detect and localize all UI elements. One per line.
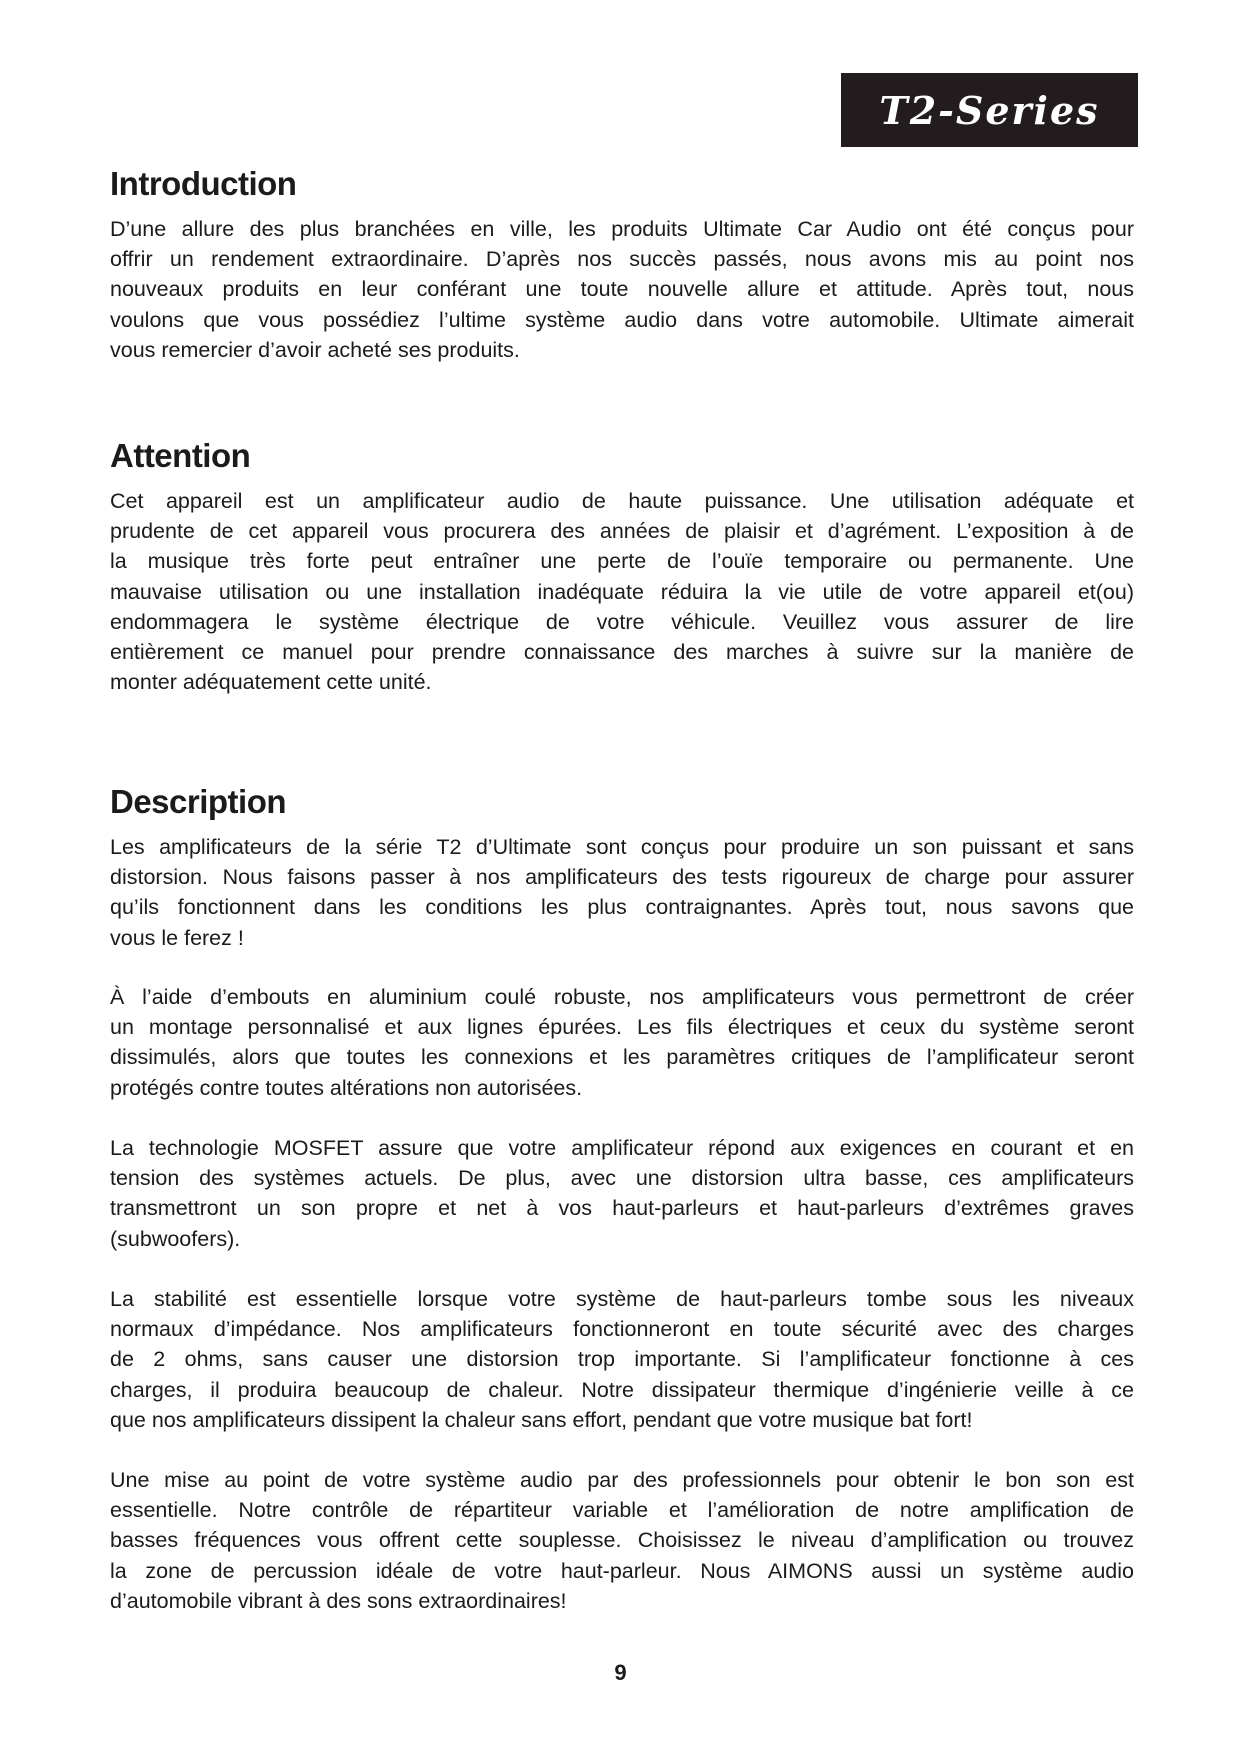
series-badge-text: T2-Series — [879, 87, 1100, 133]
text-line: mauvaise utilisation ou une installation inadéquate réduira la vie utile de votre appareil et(ou) — [110, 579, 1134, 604]
text-line: qu’ils fonctionnent dans les conditions les plus contraignantes. Après tout, nous savons que — [110, 895, 1134, 920]
text-line: nouveaux produits en leur conférant une toute nouvelle allure et attitude. Après tout, nous — [110, 277, 1134, 302]
paragraph — [110, 832, 1134, 953]
text-line: normaux d’impédance. Nos amplificateurs fonctionneront en toute sécurité avec des charges — [110, 1317, 1134, 1342]
text-line: d’automobile vibrant à des sons extraordinaires! — [110, 1588, 567, 1613]
text-line: transmettront un son propre et net à vos haut-parleurs et haut-parleurs d’extrêmes graves — [110, 1196, 1134, 1221]
text-line: entièrement ce manuel pour prendre connaissance des marches à suivre sur la manière de — [110, 639, 1134, 664]
section-attention — [110, 434, 1134, 695]
text-line: endommagera le système électrique de votre véhicule. Veuillez vous assurer de lire — [110, 609, 1134, 634]
text-line: vous remercier d’avoir acheté ses produits. — [110, 337, 520, 362]
paragraph — [110, 1133, 1134, 1254]
text-line: D’une allure des plus branchées en ville, les produits Ultimate Car Audio ont été conçus pour — [110, 217, 1134, 241]
text-line: prudente de cet appareil vous procurera des années de plaisir et d’agrément. L’exposition à de — [110, 519, 1134, 544]
text-line: offrir un rendement extraordinaire. D’après nos succès passés, nous avons mis au point nos — [110, 247, 1134, 272]
section-description — [110, 780, 1134, 1613]
paragraph — [110, 214, 1134, 365]
text-line: Cet appareil est un amplificateur audio de haute puissance. Une utilisation adéquate et — [110, 489, 1134, 513]
text-line: vous le ferez ! — [110, 925, 244, 950]
text-line: (subwoofers). — [110, 1226, 241, 1251]
text-line: À l’aide d’embouts en aluminium coulé robuste, nos amplificateurs vous permettront de créer — [110, 985, 1134, 1009]
text-line: la musique très forte peut entraîner une perte de l’ouïe temporaire ou permanente. Une — [110, 549, 1134, 574]
text-line: dissimulés, alors que toutes les connexions et les paramètres critiques de l’amplificateur seront — [110, 1045, 1134, 1070]
text-line: que nos amplificateurs dissipent la chaleur sans effort, pendant que votre musique bat fort! — [110, 1407, 973, 1432]
section-introduction — [110, 162, 1134, 362]
text-line: protégés contre toutes altérations non autorisées. — [110, 1075, 583, 1100]
series-badge — [841, 73, 1138, 147]
section-heading: Attention — [110, 437, 251, 474]
paragraph — [110, 1284, 1134, 1435]
text-line: La technologie MOSFET assure que votre amplificateur répond aux exigences en courant et en — [110, 1136, 1134, 1160]
text-line: un montage personnalisé et aux lignes épurées. Les fils électriques et ceux du système seront — [110, 1015, 1134, 1040]
section-heading: Introduction — [110, 165, 297, 202]
paragraph — [110, 982, 1134, 1103]
text-line: monter adéquatement cette unité. — [110, 670, 432, 695]
paragraph — [110, 1465, 1134, 1616]
text-line: distorsion. Nous faisons passer à nos amplificateurs des tests rigoureux de charge pour assurer — [110, 865, 1134, 890]
text-line: Une mise au point de votre système audio par des professionnels pour obtenir le bon son est — [110, 1468, 1134, 1492]
text-line: de 2 ohms, sans causer une distorsion trop importante. Si l’amplificateur fonctionne à ces — [110, 1347, 1134, 1372]
paragraph — [110, 486, 1134, 697]
page-number: 9 — [614, 1660, 627, 1685]
text-line: la zone de percussion idéale de votre haut-parleur. Nous AIMONS aussi un système audio — [110, 1558, 1134, 1583]
text-line: tension des systèmes actuels. De plus, avec une distorsion ultra basse, ces amplificateurs — [110, 1166, 1134, 1191]
text-line: essentielle. Notre contrôle de répartiteur variable et l’amélioration de notre amplification de — [110, 1498, 1134, 1523]
section-heading: Description — [110, 783, 287, 820]
text-line: charges, il produira beaucoup de chaleur. Notre dissipateur thermique d’ingénierie veille à ce — [110, 1377, 1134, 1402]
text-line: La stabilité est essentielle lorsque votre système de haut-parleurs tombe sous les niveaux — [110, 1287, 1134, 1311]
text-line: basses fréquences vous offrent cette souplesse. Choisissez le niveau d’amplification ou trouvez — [110, 1528, 1134, 1553]
text-line: voulons que vous possédiez l’ultime système audio dans votre automobile. Ultimate aimerait — [110, 307, 1134, 332]
text-line: Les amplificateurs de la série T2 d’Ultimate sont conçus pour produire un son puissant et sans — [110, 835, 1134, 859]
